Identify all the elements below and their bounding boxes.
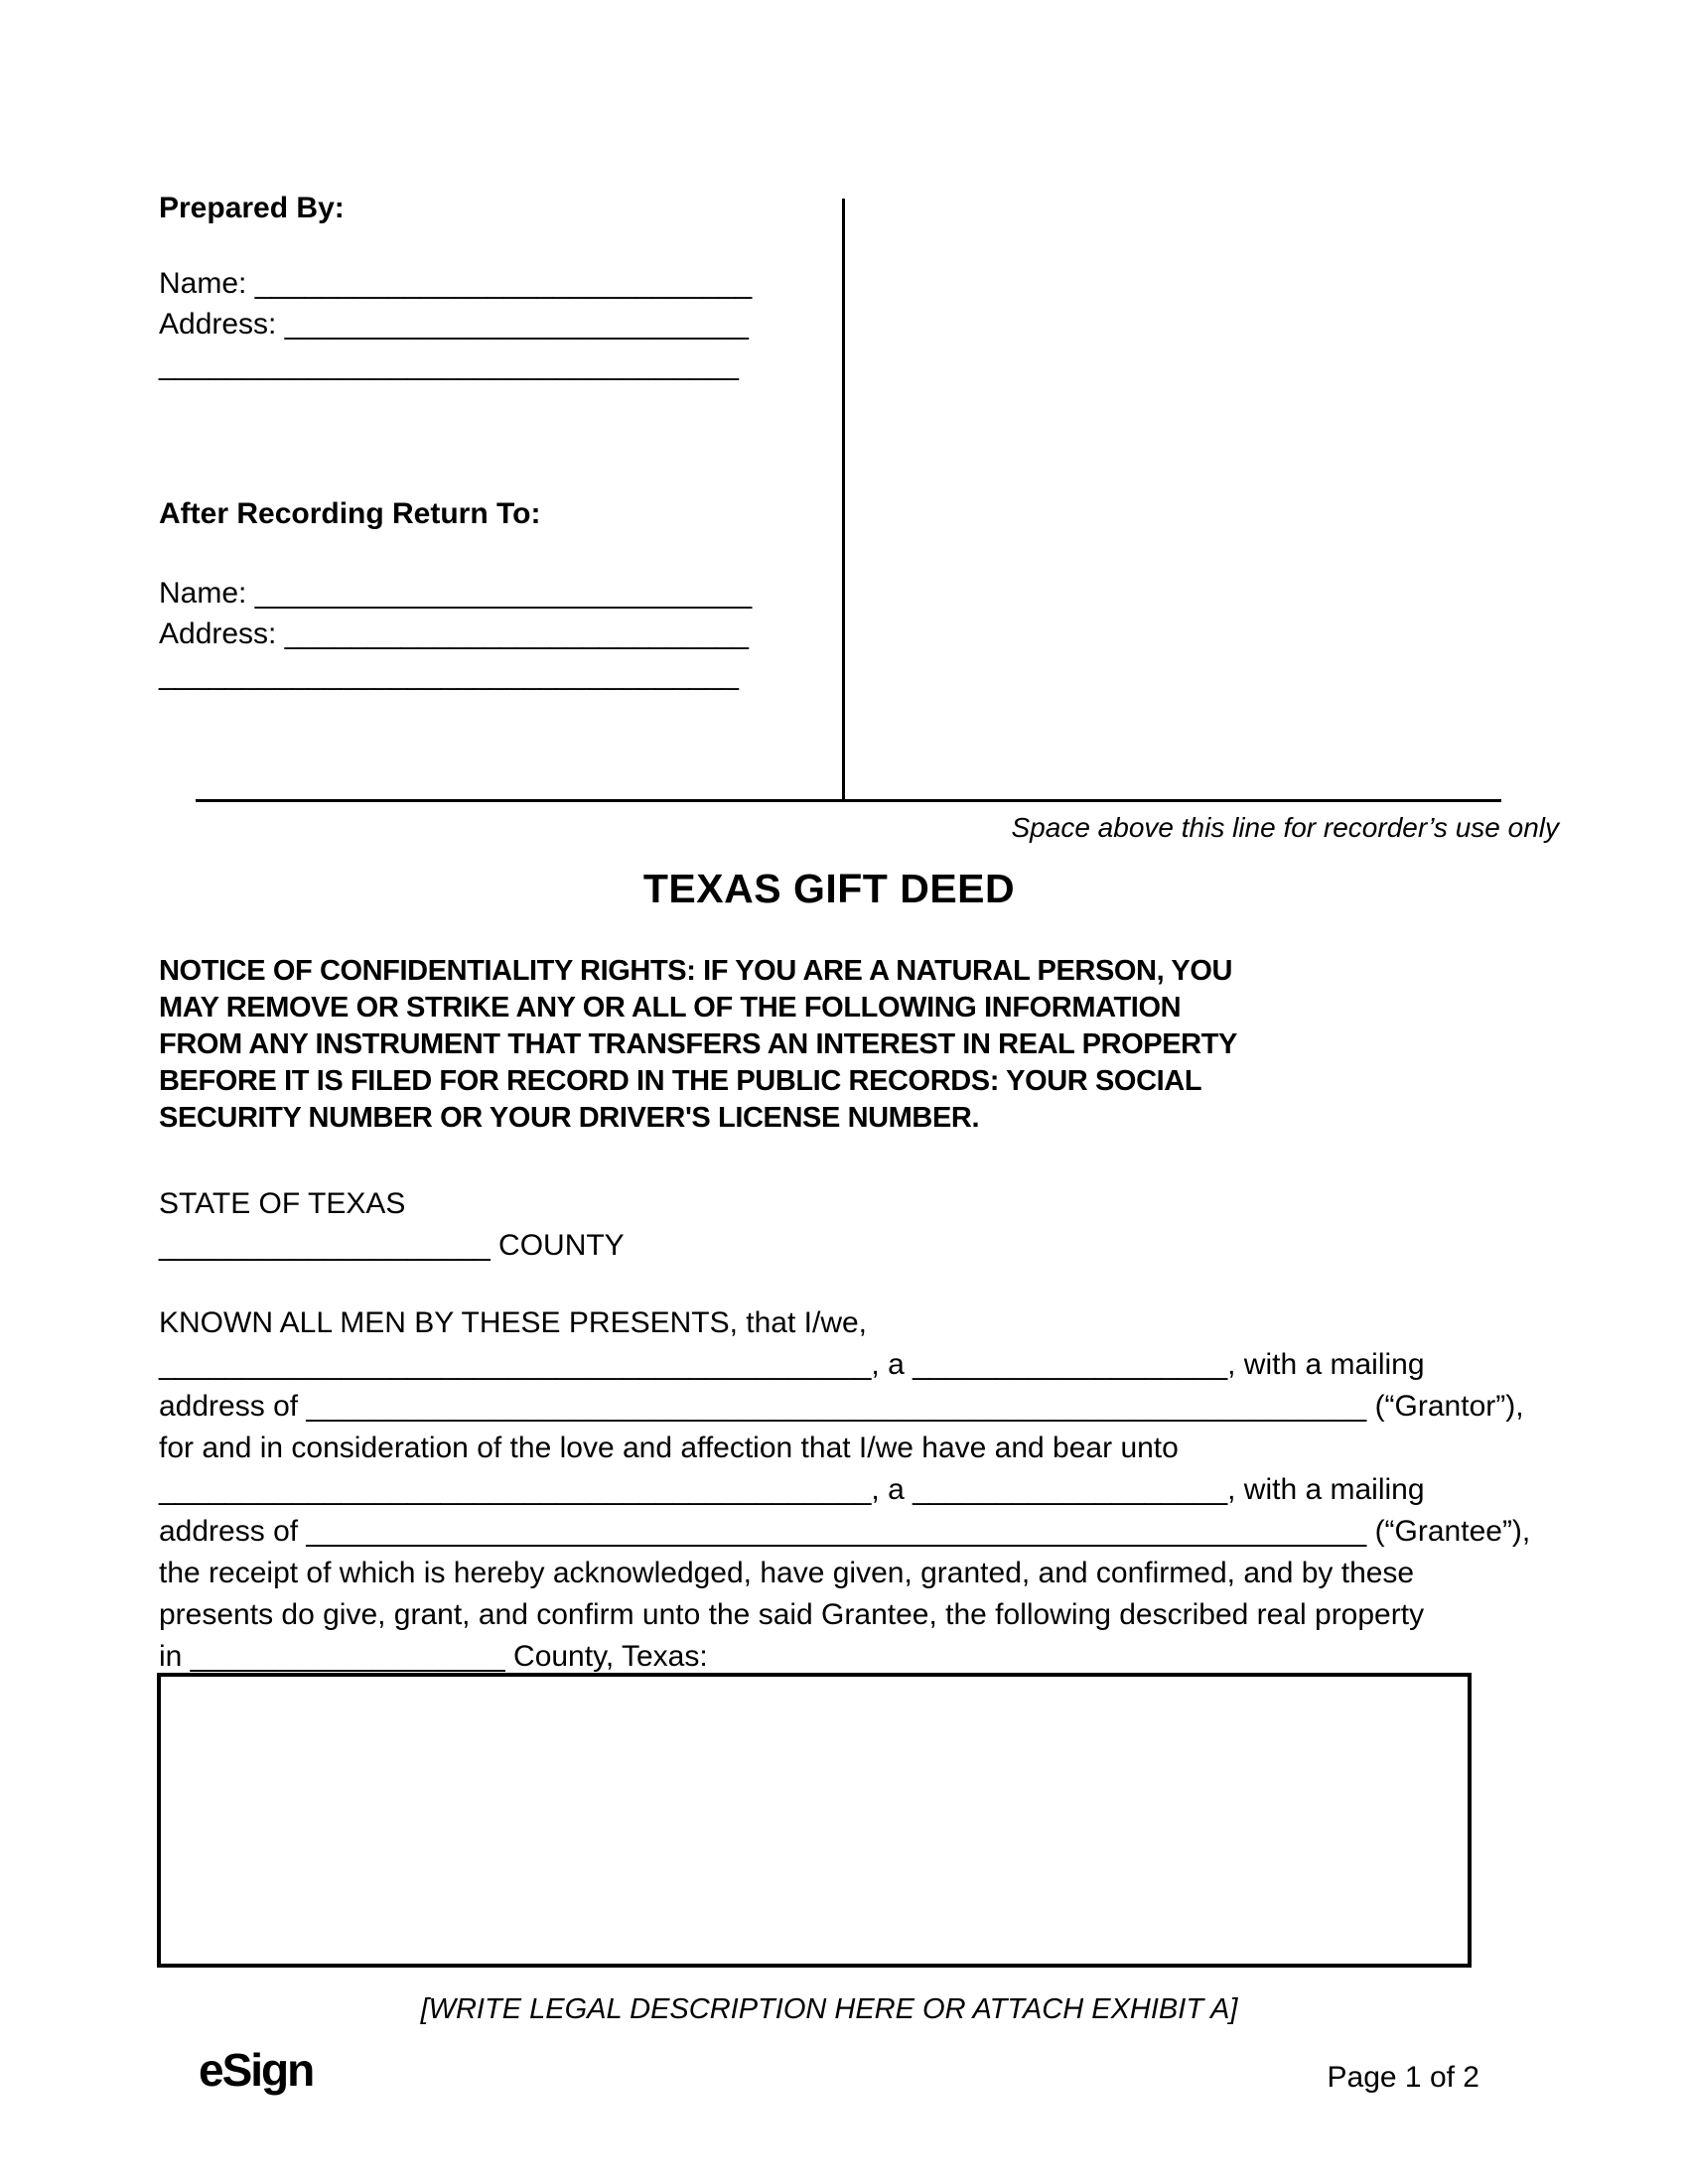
- after-recording-return-block: [159, 497, 752, 695]
- legal-description-box: [157, 1673, 1472, 1968]
- recorder-separator-line: [196, 799, 1501, 802]
- esign-logo: eSign: [199, 2044, 314, 2096]
- return-to-fields: Name: ______________________________ Address: ____________________________ ___________________________________: [159, 577, 753, 691]
- prepared-by-fields: Name: ______________________________ Address: ____________________________ ___________________________________: [159, 267, 753, 381]
- granting-clause-paragraph: KNOWN ALL MEN BY THESE PRESENTS, that I/we, ___________________________________________, a ___________________, with a mailing address of ________________________________________________________________ (“Grantor”), for and in consideration of the love and affection that I/we have and bear unto ___________________________________________, a ___________________, with a mailing address of ________________________________________________________________ (“Grantee”), the receipt of which is hereby acknowledged, have given, granted, and confirmed, and by these presents do give, grant, and confirm unto the said Grantee, the following described real property in ___________________ County, Texas:: [159, 1306, 1531, 1673]
- recorder-use-caption: Space above this line for recorder’s use only: [1011, 812, 1559, 843]
- legal-description-caption: [WRITE LEGAL DESCRIPTION HERE OR ATTACH EXHIBIT A]: [420, 1993, 1238, 2025]
- recorder-vertical-divider: [842, 199, 845, 801]
- prepared-by-heading: Prepared By:: [159, 192, 345, 224]
- page-indicator: Page 1 of 2: [1327, 2061, 1479, 2094]
- confidentiality-notice: NOTICE OF CONFIDENTIALITY RIGHTS: IF YOU ARE A NATURAL PERSON, YOU MAY REMOVE OR STRIKE ANY OR ALL OF THE FOLLOWING INFORMATION FROM ANY INSTRUMENT THAT TRANSFERS AN INTEREST IN REAL PROPERTY BEFORE IT IS FILED FOR RECORD IN THE PUBLIC RECORDS: YOUR SOCIAL SECURITY NUMBER OR YOUR DRIVER'S LICENSE NUMBER.: [159, 955, 1237, 1134]
- prepared-by-block: [159, 192, 752, 385]
- return-to-heading: After Recording Return To:: [159, 497, 541, 530]
- document-title: TEXAS GIFT DEED: [642, 866, 1016, 911]
- jurisdiction-block: STATE OF TEXAS ____________________ COUNTY: [159, 1187, 625, 1262]
